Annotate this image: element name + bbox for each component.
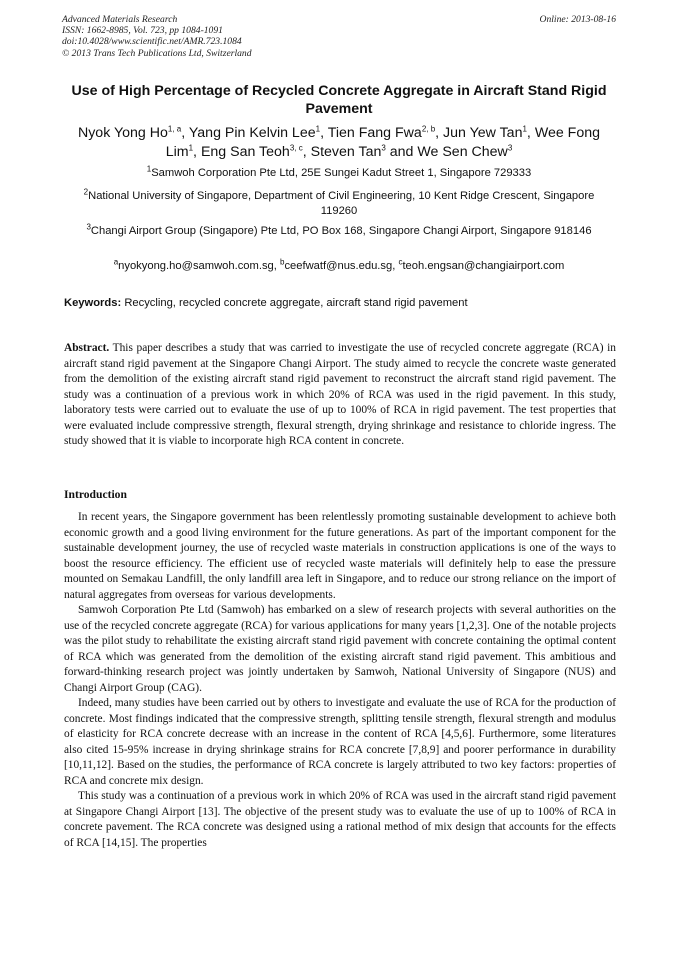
email-link[interactable]: teoh.engsan@changiairport.com bbox=[402, 260, 565, 272]
author-sup: 3, c bbox=[289, 143, 303, 153]
affiliation-text: Samwoh Corporation Pte Ltd, 25E Sungei Kadut Street 1, Singapore 729333 bbox=[151, 167, 532, 179]
author-name: We Sen Chew bbox=[417, 144, 508, 160]
email-link[interactable]: nyokyong.ho@samwoh.com.sg bbox=[118, 260, 274, 272]
affiliation-2 bbox=[70, 189, 608, 218]
author-name: Eng San Teoh bbox=[200, 144, 290, 160]
affiliation-3 bbox=[70, 224, 608, 239]
journal-header bbox=[62, 14, 616, 59]
author-sup: 3 bbox=[381, 143, 386, 153]
author-name: Yang Pin Kelvin Lee bbox=[188, 125, 316, 141]
keywords-text: Recycling, recycled concrete aggregate, aircraft stand rigid pavement bbox=[124, 297, 468, 309]
introduction-body bbox=[64, 510, 616, 851]
journal-name: Advanced Materials Research bbox=[62, 14, 178, 25]
author-sup: 3 bbox=[507, 143, 513, 153]
author-name: Tien Fang Fwa bbox=[327, 125, 422, 141]
issn-line: ISSN: 1662-8985, Vol. 723, pp 1084-1091 bbox=[62, 25, 223, 37]
author-name: Wee Fong Lim bbox=[165, 125, 601, 160]
email-sup: b bbox=[280, 257, 285, 267]
author-sup: 1 bbox=[522, 124, 527, 134]
affiliation-sup: 2 bbox=[83, 187, 89, 197]
introduction-heading: Introduction bbox=[64, 488, 127, 501]
affiliation-1 bbox=[70, 166, 608, 181]
paragraph: Samwoh Corporation Pte Ltd (Samwoh) has embarked on a slew of research projects with several authorities on the use of the recycled concrete aggregate (RCA) for various applications for many years [1,2,3]. One of the notable projects was the pilot study to rehabilitate the existing aircraft stand rigid pavement with concrete containing the optimal content of RCA which was generated from the demolition of the existing aircraft stand rigid pavement. This ambitious and forward-thinking research project was jointly undertaken by Samwoh, National University of Singapore (NUS) and Changi Airport Group (CAG). bbox=[64, 604, 616, 694]
email-sup: a bbox=[113, 257, 119, 267]
doi-line: doi:10.4028/www.scientific.net/AMR.723.1084 bbox=[62, 36, 242, 48]
author-sup: 2, b bbox=[421, 124, 436, 134]
author-name: Nyok Yong Ho bbox=[77, 125, 168, 141]
copyright-line: © 2013 Trans Tech Publications Ltd, Switzerland bbox=[62, 47, 252, 59]
author-name: Jun Yew Tan bbox=[443, 125, 523, 141]
email-link[interactable]: ceefwatf@nus.edu.sg bbox=[284, 260, 393, 272]
keywords-label: Keywords: bbox=[64, 297, 122, 309]
abstract-label: Abstract. bbox=[64, 342, 110, 354]
author-sup: 1, a bbox=[167, 124, 182, 134]
affiliation-sup: 3 bbox=[86, 222, 91, 232]
email-sup: c bbox=[398, 257, 403, 267]
author-name: Steven Tan bbox=[310, 144, 382, 160]
paragraph: This study was a continuation of a previous work in which 20% of RCA was used in the aircraft stand rigid pavement at Singapore Changi Airport [13]. The objective of the present study was to evaluate the use of up to 100% of RCA in concrete pavement. The RCA concrete was designed using a rational method of mix design that accounts for the effects of RCA [14,15]. The properties bbox=[64, 790, 616, 849]
paragraph: Indeed, many studies have been carried out by others to investigate and evaluate the use of RCA for the production of concrete. Most findings indicated that the compressive strength, splitting tensile strength, flexural strength and modulus of elasticity for RCA concrete decrease with an increase in the content of RCA [4,5,6]. Furthermore, some literatures also cited 15-95% increase in drying shrinkage strains for RCA concrete [7,8,9] and poorer performance in durability [10,11,12]. Based on the studies, the performance of RCA concrete is largely attributed to two key factors: properties of RCA and concrete mix design. bbox=[64, 697, 616, 787]
email-line: $^a$nyokyong.ho@samwoh.com.sg, $^b$ceefwatf@nus.edu.sg, $^c$teoh.engsan@changiairport.com bbox=[113, 257, 565, 272]
affiliation-text: Changi Airport Group (Singapore) Pte Ltd, PO Box 168, Singapore Changi Airport, Singapore 918146 bbox=[90, 225, 592, 237]
abstract bbox=[64, 341, 616, 450]
paragraph: In recent years, the Singapore government has been relentlessly promoting sustainable development to achieve both economic growth and a good living environment for the future generations. As part of the important component for the sustainable development journey, the use of recycled waste materials in construction applications is one of the ways to boost the resource efficiency. The efficient use of recycled waste materials will definitely help to ease the pressure mounted on Semakau Landfill, the only landfill area left in Singapore, and to reduce our strong reliance on the import of natural aggregates from overseas for various developments. bbox=[64, 511, 616, 601]
keywords bbox=[64, 296, 616, 310]
affiliation-sup: 1 bbox=[146, 164, 152, 174]
abstract-text: This paper describes a study that was carried to investigate the use of recycled concrete aggregate (RCA) in aircraft stand rigid pavement at the Singapore Changi Airport. The study aimed to recycle the concrete waste generated from the demolition of the existing aircraft stand rigid pavement to reconstruct the aircraft stand rigid pavement. The study was a continuation of a previous work in which 20% of RCA was used in the rigid pavement. In this study, laboratory tests were carried out to evaluate the use of up to 100% of RCA in rigid pavement. The test properties that were evaluated include compressive strength, flexural strength, drying shrinkage and resistance to chloride ingress. The study showed that it is viable to incorporate high RCA content in concrete. bbox=[64, 342, 616, 447]
paper-title: Use of High Percentage of Recycled Concrete Aggregate in Aircraft Stand Rigid Pavement bbox=[71, 83, 607, 117]
author-sup: 1 bbox=[188, 143, 194, 153]
online-date: Online: 2013-08-16 bbox=[539, 14, 616, 25]
author-sup: 1 bbox=[315, 124, 321, 134]
affiliation-text: National University of Singapore, Department of Civil Engineering, 10 Kent Ridge Crescent, Singapore 119260 bbox=[88, 190, 595, 217]
author-list: Nyok Yong Ho$^{1, a}$, Yang Pin Kelvin Lee$^1$, Tien Fang Fwa$^{2, b}$, Jun Yew Tan$^1$, Wee Fong Lim$^1$, Eng San Teoh$^{3, c}$, Steven Tan$^3$ and We Sen Chew$^3$ bbox=[77, 124, 601, 160]
